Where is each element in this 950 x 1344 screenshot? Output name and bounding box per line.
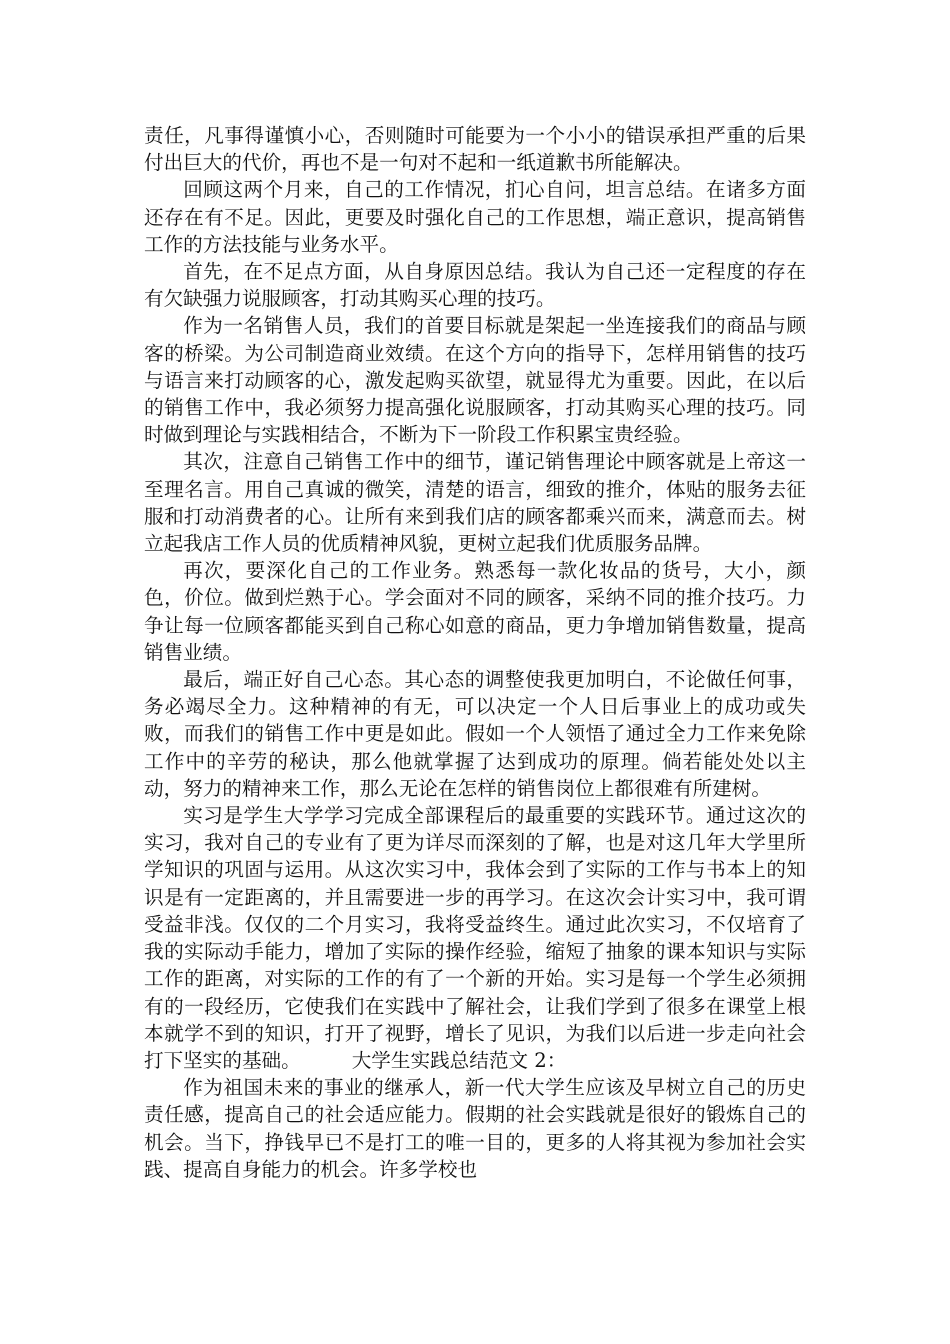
- section-heading: 大学生实践总结范文 2：: [351, 1048, 567, 1072]
- paragraph-7: 最后，端正好自己心态。其心态的调整使我更加明白，不论做任何事，务必竭尽全力。这种精神的有无，可以决定一个人日后事业上的成功或失败，而我们的销售工作中更是如此。假如一个人领悟了通过全力工作来免除工作中的辛劳的秘诀，那么他就掌握了达到成功的原理。倘若能处处以主动，努力的精神来工作，那么无论在怎样的销售岗位上都很难有所建树。: [144, 668, 806, 800]
- paragraph-6: 再次，要深化自己的工作业务。熟悉每一款化妆品的货号，大小，颜色，价位。做到烂熟于心。学会面对不同的顾客，采纳不同的推介技巧。力争让每一位顾客都能买到自己称心如意的商品，更力争增加销售数量，提高销售业绩。: [144, 559, 806, 664]
- paragraph-8-text: 实习是学生大学学习完成全部课程后的最重要的实践环节。通过这次的实习，我对自己的专业有了更为详尽而深刻的了解，也是对这几年大学里所学知识的巩固与运用。从这次实习中，我体会到了实际的工作与书本上的知识是有一定距离的，并且需要进一步的再学习。在这次会计实习中，我可谓受益非浅。仅仅的二个月实习，我将受益终生。通过此次实习，不仅培育了我的实际动手能力，增加了实际的操作经验，缩短了抽象的课本知识与实际工作的距离，对实际的工作的有了一个新的开始。实习是每一个学生必须拥有的一段经历，它使我们在实践中了解社会，让我们学到了很多在课堂上根本就学不到的知识，打开了视野，增长了见识，为我们以后进一步走向社会打下坚实的基础。: [144, 804, 806, 1072]
- paragraph-5: 其次，注意自己销售工作中的细节，谨记销售理论中顾客就是上帝这一至理名言。用自己真诚的微笑，清楚的语言，细致的推介，体贴的服务去征服和打动消费者的心。让所有来到我们店的顾客都乘兴而来，满意而去。树立起我店工作人员的优质精神风貌，更树立起我们优质服务品牌。: [144, 450, 806, 556]
- paragraph-1: 责任，凡事得谨慎小心，否则随时可能要为一个小小的错误承担严重的后果付出巨大的代价，再也不是一句对不起和一纸道歉书所能解决。: [144, 124, 806, 175]
- paragraph-9: 作为祖国未来的事业的继承人，新一代大学生应该及早树立自己的历史责任感，提高自己的社会适应能力。假期的社会实践就是很好的锻炼自己的机会。当下，挣钱早已不是打工的唯一目的，更多的人将其视为参加社会实践、提高自身能力的机会。许多学校也: [144, 1076, 806, 1181]
- paragraph-2: 回顾这两个月来，自己的工作情况，扪心自问，坦言总结。在诸多方面还存在有不足。因此，更要及时强化自己的工作思想，端正意识，提高销售工作的方法技能与业务水平。: [144, 178, 806, 256]
- document-page: [144, 122, 806, 1183]
- paragraph-4: 作为一名销售人员，我们的首要目标就是架起一坐连接我们的商品与顾客的桥梁。为公司制造商业效绩。在这个方向的指导下，怎样用销售的技巧与语言来打动顾客的心，激发起购买欲望，就显得尤为重要。因此，在以后的销售工作中，我必须努力提高强化说服顾客，打动其购买心理的技巧。同时做到理论与实践相结合，不断为下一阶段工作积累宝贵经验。: [144, 314, 806, 447]
- paragraph-8: [144, 802, 806, 1074]
- paragraph-3: 首先，在不足点方面，从自身原因总结。我认为自己还一定程度的存在有欠缺强力说服顾客，打动其购买心理的技巧。: [144, 260, 806, 311]
